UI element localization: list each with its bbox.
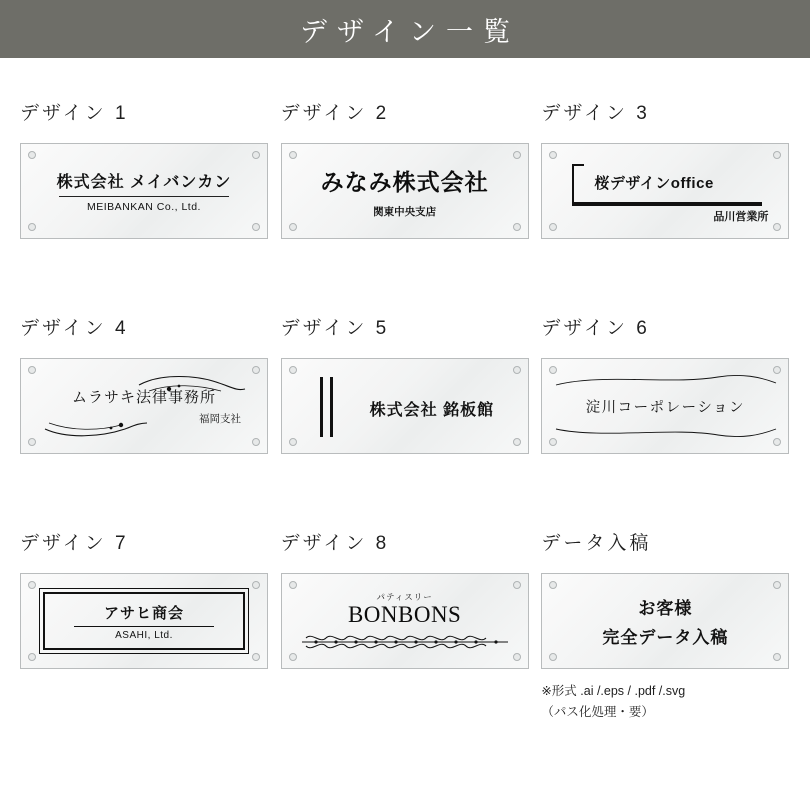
- design-card-title: デザイン 7: [20, 533, 129, 554]
- note-line-1: ※形式 .ai /.eps / .pdf /.svg: [541, 684, 686, 698]
- screw-icon: [289, 438, 297, 446]
- design-card-2[interactable]: [275, 98, 536, 313]
- design-grid: [0, 58, 810, 743]
- design-card-title: データ入稿: [541, 533, 652, 554]
- plate-main-text: BONBONS: [347, 601, 462, 627]
- decorative-vertical-line: [572, 164, 574, 204]
- design-card-title: デザイン 8: [280, 533, 390, 554]
- nameplate-preview-3[interactable]: [541, 143, 789, 239]
- page-header: [0, 0, 810, 58]
- plate-sub-text: 品川営業所: [713, 211, 769, 223]
- data-entry-note: [541, 681, 790, 722]
- design-card-7[interactable]: [14, 528, 275, 743]
- design-card-1[interactable]: [14, 98, 275, 313]
- divider: [59, 196, 229, 197]
- plate-sub-text: 福岡支社: [199, 413, 241, 425]
- nameplate-preview-7[interactable]: [20, 573, 268, 669]
- plate-main-text: 株式会社 メイバンカン: [56, 174, 232, 191]
- plate-main-text: 淀川コーポレーション: [585, 399, 746, 416]
- note-line-2: （パス化処理・要）: [541, 704, 654, 719]
- decorative-bars: [320, 377, 333, 437]
- design-card-4[interactable]: [14, 313, 275, 528]
- plate-main-text: お客様: [638, 599, 693, 618]
- nameplate-preview-1[interactable]: [20, 143, 268, 239]
- plate-sub-text: 関東中央支店: [373, 205, 437, 218]
- design-card-6[interactable]: [535, 313, 796, 528]
- design-card-title: デザイン 3: [541, 103, 650, 124]
- nameplate-preview-data-entry[interactable]: [541, 573, 789, 669]
- design-card-title: デザイン 4: [20, 318, 129, 339]
- nameplate-preview-5[interactable]: [281, 358, 529, 454]
- design-card-title: デザイン 1: [20, 103, 129, 124]
- design-card-title: デザイン 6: [541, 318, 650, 339]
- plate-main-text: ムラサキ法律事務所: [71, 389, 216, 406]
- plate-sub-text: 完全データ入稿: [602, 628, 729, 647]
- design-card-title: デザイン 5: [280, 318, 390, 339]
- plate-main-text: アサヒ商会: [103, 604, 184, 622]
- design-card-title: デザイン 2: [280, 103, 390, 124]
- divider: [74, 626, 214, 627]
- plate-main-text: みなみ株式会社: [320, 169, 489, 195]
- design-card-5[interactable]: [275, 313, 536, 528]
- design-card-3[interactable]: [535, 98, 796, 313]
- floral-border-icon: [300, 632, 510, 652]
- screw-icon: [289, 366, 297, 374]
- design-card-8[interactable]: [275, 528, 536, 743]
- page-title: デザイン一覧: [299, 16, 521, 47]
- screw-icon: [513, 438, 521, 446]
- nameplate-preview-2[interactable]: [281, 143, 529, 239]
- decorative-corner-line: [572, 164, 584, 166]
- plate-main-text: 株式会社 銘板館: [369, 402, 495, 419]
- plate-sub-text: パティスリー: [376, 591, 433, 602]
- plate-sub-text: MEIBANKAN Co., Ltd.: [87, 201, 201, 213]
- plate-sub-text: ASAHI, Ltd.: [115, 629, 173, 641]
- plate-main-text: 桜デザインoffice: [594, 175, 714, 192]
- design-card-data-entry[interactable]: [535, 528, 796, 743]
- nameplate-preview-6[interactable]: [541, 358, 789, 454]
- nameplate-preview-4[interactable]: [20, 358, 268, 454]
- decorative-horizontal-bar: [572, 202, 762, 206]
- screw-icon: [513, 366, 521, 374]
- nameplate-preview-8[interactable]: [281, 573, 529, 669]
